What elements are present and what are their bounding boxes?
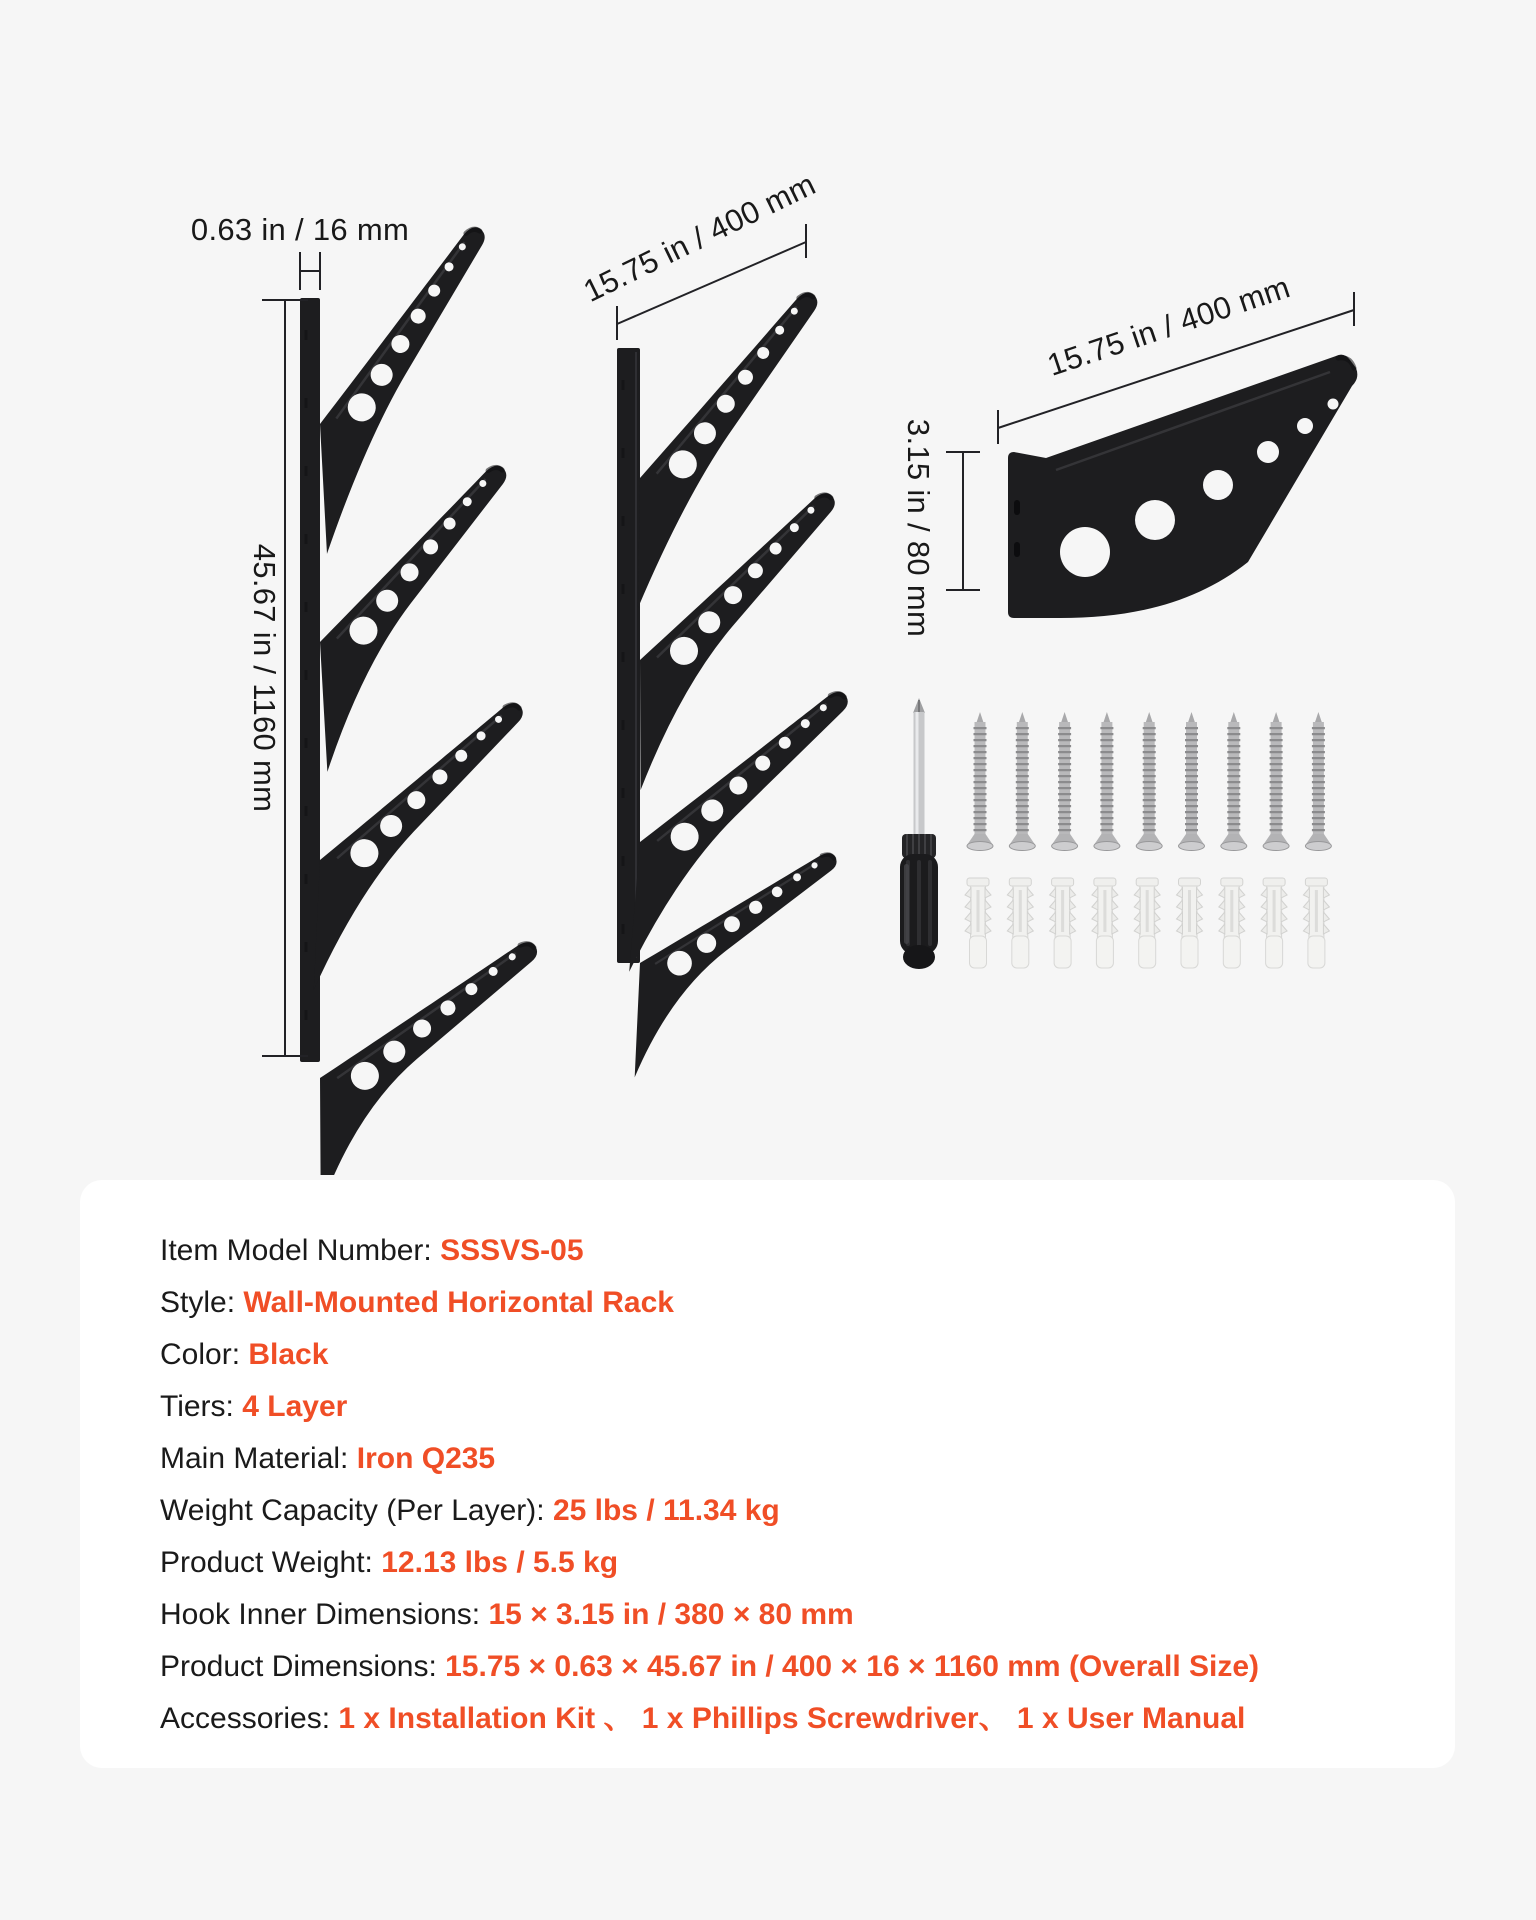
spec-label: Tiers: bbox=[160, 1390, 243, 1423]
spec-rows bbox=[160, 1225, 1415, 1745]
screw bbox=[1052, 712, 1078, 851]
spec-row bbox=[160, 1589, 1415, 1641]
spec-value: 25 lbs / 11.34 kg bbox=[552, 1494, 780, 1527]
screw bbox=[1179, 712, 1205, 851]
spec-value: Wall-Mounted Horizontal Rack bbox=[243, 1286, 674, 1319]
spec-row bbox=[160, 1225, 1415, 1277]
spec-panel bbox=[80, 1180, 1455, 1768]
anchor bbox=[1177, 878, 1203, 968]
spec-row bbox=[160, 1277, 1415, 1329]
anchor bbox=[1007, 878, 1033, 968]
anchor bbox=[1134, 878, 1160, 968]
phillips-screwdriver bbox=[900, 698, 938, 969]
middle-rack-illustration bbox=[570, 285, 895, 1077]
rack-thickness-dimension bbox=[191, 212, 409, 290]
screw bbox=[1221, 712, 1247, 851]
spec-row bbox=[160, 1433, 1415, 1485]
spec-row bbox=[160, 1329, 1415, 1381]
screw bbox=[967, 712, 993, 851]
spec-value: Iron Q235 bbox=[356, 1442, 496, 1475]
spec-value: SSSVS-05 bbox=[440, 1234, 584, 1267]
single-hook-illustration bbox=[1008, 355, 1357, 618]
spec-row bbox=[160, 1641, 1415, 1693]
screw bbox=[1094, 712, 1120, 851]
spec-value: 15.75 × 0.63 × 45.67 in / 400 × 16 × 1160 mm (Overall Size) bbox=[445, 1650, 1260, 1683]
spec-label: Style: bbox=[160, 1286, 244, 1319]
screw bbox=[1136, 712, 1162, 851]
hook-length-label: 15.75 in / 400 mm bbox=[1043, 269, 1295, 383]
screw bbox=[1009, 712, 1035, 851]
arm-length-label: 15.75 in / 400 mm bbox=[577, 166, 821, 309]
spec-label: Main Material: bbox=[160, 1442, 357, 1475]
spec-row bbox=[160, 1485, 1415, 1537]
spec-value: 1 x Installation Kit 、 1 x Phillips Screwdriver、 1 x User Manual bbox=[338, 1702, 1246, 1735]
anchor bbox=[965, 878, 991, 968]
left-rack-illustration bbox=[252, 220, 588, 1175]
mounting-screws bbox=[967, 712, 1331, 851]
anchor bbox=[1303, 878, 1329, 968]
screw bbox=[1263, 712, 1289, 851]
rack-height-dimension bbox=[247, 300, 308, 1056]
spec-label: Accessories: bbox=[160, 1702, 339, 1735]
spec-value: 4 Layer bbox=[242, 1390, 348, 1423]
spec-row bbox=[160, 1381, 1415, 1433]
spec-row bbox=[160, 1537, 1415, 1589]
anchor bbox=[1092, 878, 1118, 968]
spec-value: Black bbox=[248, 1338, 329, 1371]
spec-row bbox=[160, 1693, 1415, 1745]
spec-label: Hook Inner Dimensions: bbox=[160, 1598, 489, 1631]
rack-thickness-label: 0.63 in / 16 mm bbox=[190, 212, 410, 247]
spec-label: Product Dimensions: bbox=[160, 1650, 446, 1683]
anchor bbox=[1050, 878, 1076, 968]
wall-anchors bbox=[965, 878, 1329, 968]
anchor bbox=[1219, 878, 1245, 968]
spec-value: 15 × 3.15 in / 380 × 80 mm bbox=[488, 1598, 854, 1631]
rack-height-label: 45.67 in / 1160 mm bbox=[247, 543, 282, 813]
hook-height-label: 3.15 in / 80 mm bbox=[901, 418, 936, 638]
anchor bbox=[1261, 878, 1287, 968]
spec-label: Weight Capacity (Per Layer): bbox=[160, 1494, 553, 1527]
spec-value: 12.13 lbs / 5.5 kg bbox=[381, 1546, 619, 1579]
hook-height-dimension bbox=[901, 419, 980, 637]
spec-label: Product Weight: bbox=[160, 1546, 382, 1579]
spec-label: Color: bbox=[160, 1338, 249, 1371]
spec-label: Item Model Number: bbox=[160, 1234, 441, 1267]
screw bbox=[1305, 712, 1331, 851]
